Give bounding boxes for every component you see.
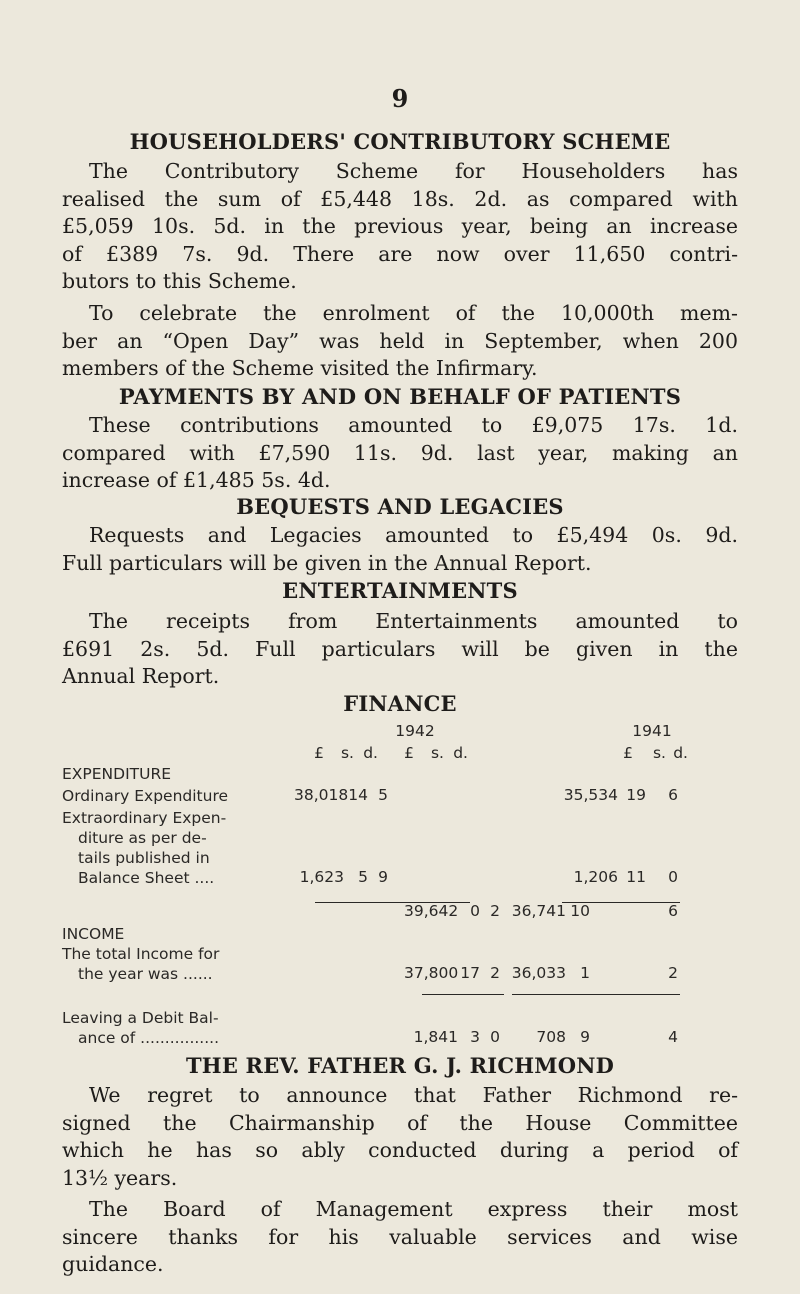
total-1941-pence: 6	[668, 902, 678, 920]
ordinary-1941-pence: 6	[668, 786, 678, 804]
debit-1942-pence: 0	[490, 1028, 500, 1046]
total-1942-pounds: 39,642	[404, 902, 459, 920]
extraordinary-1941-pence: 0	[668, 868, 678, 886]
text-line: To celebrate the enrolment of the 10,000th mem-	[89, 301, 738, 325]
ordinary-1942-pounds: 38,018	[294, 786, 349, 804]
extraordinary-label-line: Extraordinary Expen-	[62, 809, 227, 827]
text-line: The Board of Management express their most	[89, 1197, 738, 1221]
heading-father-richmond: THE REV. FATHER G. J. RICHMOND	[185, 1053, 615, 1078]
paragraph-entertainments	[62, 608, 738, 691]
ordinary-1942-pence: 5	[378, 786, 388, 804]
debit-rule-1942	[422, 994, 504, 995]
ordinary-1941-pounds: 35,534	[563, 786, 618, 804]
debit-1941-pounds: 708	[536, 1028, 566, 1046]
extraordinary-1942-shillings: 5	[358, 868, 368, 886]
extraordinary-label-line: Balance Sheet ....	[78, 869, 215, 887]
paragraph-householders-1	[62, 158, 738, 296]
paragraph-householders-2	[62, 300, 738, 383]
income-1941-shillings: 1	[580, 964, 590, 982]
paragraph-bequests	[62, 522, 738, 577]
shilling-header: s.	[430, 744, 444, 762]
income-label: INCOME	[62, 925, 125, 943]
year-1942-header: 1942	[395, 722, 435, 740]
heading-finance: FINANCE	[343, 691, 457, 716]
year-1941-header: 1941	[632, 722, 672, 740]
income-1942-pounds: 37,800	[404, 964, 459, 982]
text-line: We regret to announce that Father Richmond re-	[89, 1083, 738, 1107]
text-line: compared with £7,590 11s. 9d. last year, making an	[62, 440, 738, 465]
paragraph-richmond-1	[62, 1082, 738, 1192]
text-line: These contributions amounted to £9,075 17s. 1d.	[89, 413, 738, 437]
debit-1941-pence: 4	[668, 1028, 678, 1046]
text-line: guidance.	[62, 1252, 164, 1277]
total-1941-pounds: 36,741	[511, 902, 566, 920]
pound-header: £	[623, 744, 633, 762]
text-line: which he has so ably conducted during a period of	[62, 1138, 738, 1163]
ordinary-1942-shillings: 14	[348, 786, 368, 804]
text-line: Full particulars will be given in the Annual Report.	[62, 550, 592, 575]
text-line: Requests and Legacies amounted to £5,494 0s. 9d.	[89, 523, 738, 547]
text-line: £691 2s. 5d. Full particulars will be given in the	[62, 636, 738, 661]
total-1941-shillings: 10	[570, 902, 590, 920]
text-line: The Contributory Scheme for Householders has	[89, 159, 738, 183]
income-1942-pence: 2	[490, 964, 500, 982]
income-1941-pounds: 36,033	[511, 964, 566, 982]
expenditure-label: EXPENDITURE	[62, 765, 172, 783]
debit-label-line: ance of ................	[78, 1029, 220, 1047]
debit-label-line: Leaving a Debit Bal-	[62, 1009, 219, 1027]
debit-1942-shillings: 3	[470, 1028, 480, 1046]
heading-payments: PAYMENTS BY AND ON BEHALF OF PATIENTS	[118, 384, 682, 409]
extraordinary-1942-pounds: 1,623	[299, 868, 344, 886]
paragraph-richmond-2	[62, 1196, 738, 1279]
debit-rule-1941	[512, 994, 680, 995]
text-line: of £389 7s. 9d. There are now over 11,650 contri-	[62, 241, 738, 266]
text-line: members of the Scheme visited the Infirmary.	[62, 356, 538, 381]
extraordinary-label-line: diture as per de-	[78, 829, 207, 847]
extraordinary-1942-pence: 9	[378, 868, 388, 886]
text-line: Annual Report.	[62, 664, 220, 689]
finance-table	[62, 722, 738, 1072]
heading-householders: HOUSEHOLDERS' CONTRIBUTORY SCHEME	[129, 129, 671, 154]
text-line: signed the Chairmanship of the House Committee	[62, 1110, 738, 1135]
text-line: realised the sum of £5,448 18s. 2d. as compared with	[62, 186, 738, 211]
heading-entertainments: ENTERTAINMENTS	[282, 578, 518, 603]
paragraph-payments	[62, 412, 738, 495]
debit-1941-shillings: 9	[580, 1028, 590, 1046]
page-number: 9	[391, 84, 409, 113]
text-line: The receipts from Entertainments amounted to	[89, 609, 738, 633]
pound-header: £	[404, 744, 414, 762]
ordinary-1941-shillings: 19	[626, 786, 646, 804]
text-line: £5,059 10s. 5d. in the previous year, being an increase	[62, 214, 738, 239]
text-line: ber an “Open Day” was held in September, when 200	[62, 328, 738, 353]
income-1942-shillings: 17	[460, 964, 480, 982]
extraordinary-1941-shillings: 11	[626, 868, 646, 886]
heading-bequests: BEQUESTS AND LEGACIES	[236, 494, 564, 519]
income-label-line: The total Income for	[62, 945, 220, 963]
pence-header: d.	[453, 744, 468, 762]
pence-header: d.	[673, 744, 688, 762]
pound-header: £	[314, 744, 324, 762]
ordinary-label: Ordinary Expenditure	[62, 787, 229, 805]
text-line: butors to this Scheme.	[62, 269, 297, 294]
text-line: sincere thanks for his valuable services and wise	[62, 1224, 738, 1249]
total-1942-shillings: 0	[470, 902, 480, 920]
pence-header: d.	[363, 744, 378, 762]
text-line: 13½ years.	[62, 1165, 178, 1190]
income-label-line: the year was ......	[78, 965, 213, 983]
shilling-header: s.	[340, 744, 354, 762]
shilling-header: s.	[652, 744, 666, 762]
text-line: increase of £1,485 5s. 4d.	[62, 468, 331, 493]
extraordinary-label-line: tails published in	[78, 849, 210, 867]
debit-1942-pounds: 1,841	[413, 1028, 458, 1046]
extraordinary-1941-pounds: 1,206	[573, 868, 618, 886]
total-1942-pence: 2	[490, 902, 500, 920]
income-1941-pence: 2	[668, 964, 678, 982]
